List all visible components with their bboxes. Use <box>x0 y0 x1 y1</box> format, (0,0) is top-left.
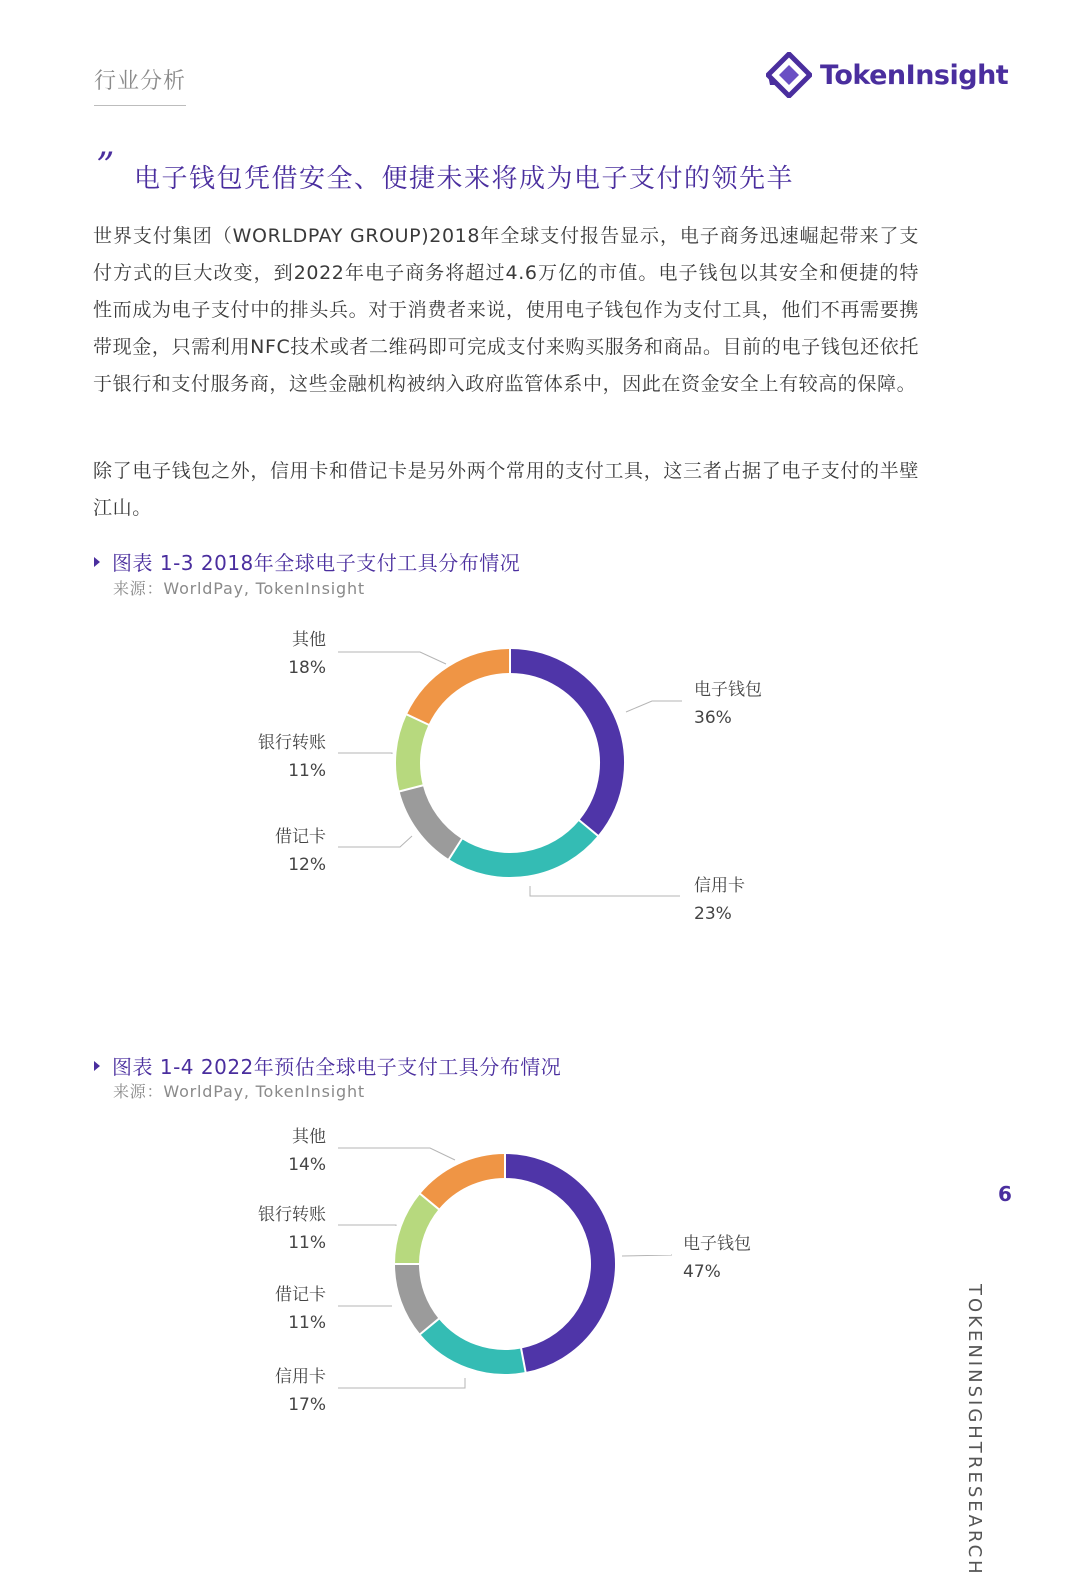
section-label: 行业分析 <box>94 64 186 106</box>
leader-line-e-wallet <box>626 701 682 712</box>
donut-slice-e-wallet <box>510 661 612 828</box>
tokeninsight-logo-icon <box>766 52 812 98</box>
donut-slice-bank-transfer <box>407 1202 429 1264</box>
donut-chart-2022 <box>0 1100 1080 1480</box>
triangle-bullet-icon <box>94 557 100 567</box>
leader-line-credit-card <box>530 886 680 896</box>
value-label-e-wallet: 47% <box>683 1262 721 1282</box>
value-label-debit-card: 11% <box>288 1313 326 1333</box>
leader-line-bank-transfer <box>338 1225 396 1226</box>
value-label-debit-card: 12% <box>288 855 326 875</box>
leader-line-bank-transfer <box>338 753 392 754</box>
category-label-debit-card: 借记卡 <box>275 827 326 847</box>
side-brand-line-2: RESEARCH <box>964 1455 985 1577</box>
value-label-bank-transfer: 11% <box>288 761 326 781</box>
category-label-other: 其他 <box>292 1127 326 1147</box>
page-number: 6 <box>998 1182 1012 1206</box>
quote-mark: ” <box>96 146 115 187</box>
figure-2-title <box>94 1051 561 1080</box>
value-label-other: 18% <box>288 658 326 678</box>
figure-1-title <box>94 547 520 576</box>
leader-line-other <box>338 652 446 664</box>
category-label-e-wallet: 电子钱包 <box>683 1234 751 1254</box>
brand-name: TokenInsight <box>820 59 1009 91</box>
category-label-e-wallet: 电子钱包 <box>694 680 762 700</box>
category-label-bank-transfer: 银行转账 <box>258 1205 326 1225</box>
donut-slice-debit-card <box>407 1264 429 1326</box>
leader-line-other <box>338 1148 455 1160</box>
category-label-debit-card: 借记卡 <box>275 1285 326 1305</box>
leader-line-credit-card <box>338 1378 465 1388</box>
leader-line-debit-card <box>338 836 412 847</box>
donut-slice-credit-card <box>429 1326 523 1362</box>
donut-slice-credit-card <box>455 828 588 865</box>
category-label-bank-transfer: 银行转账 <box>258 733 326 753</box>
brand-logo <box>766 52 1008 98</box>
donut-slice-other <box>418 661 510 720</box>
body-paragraph-2: 除了电子钱包之外，信用卡和借记卡是另外两个常用的支付工具，这三者占据了电子支付的半壁江山。 <box>93 460 919 519</box>
donut-slice-e-wallet <box>505 1166 603 1360</box>
body-paragraph-1: 世界支付集团（WORLDPAY GROUP)2018年全球支付报告显示，电子商务迅速崛起带来了支付方式的巨大改变，到2022年电子商务将超过4.6万亿的市值。电子钱包以其安全和便捷的特性而成为电子支付中的排头兵。对于消费者来说，使用电子钱包作为支付工具，他们不再需要携带现金，只需利用NFC技术或者二维码即可完成支付来购买服务和商品。目前的电子钱包还依托于银行和支付服务商，这些金融机构被纳入政府监管体系中，因此在资金安全上有较高的保障。 <box>93 225 919 395</box>
leader-line-e-wallet <box>622 1255 672 1256</box>
headline: 电子钱包凭借安全、便捷未来将成为电子支付的领先羊 <box>134 164 795 194</box>
donut-slice-bank-transfer <box>408 720 418 789</box>
figure-1-source: 来源：WorldPay, TokenInsight <box>113 579 365 598</box>
value-label-bank-transfer: 11% <box>288 1233 326 1253</box>
triangle-bullet-icon <box>94 1061 100 1071</box>
side-brand-line-1: TOKENINSIGHT <box>964 1284 985 1456</box>
category-label-other: 其他 <box>292 630 326 650</box>
figure-2-source: 来源：WorldPay, TokenInsight <box>113 1082 365 1101</box>
value-label-e-wallet: 36% <box>694 708 732 728</box>
category-label-credit-card: 信用卡 <box>275 1367 326 1387</box>
donut-slice-other <box>429 1166 505 1202</box>
donut-chart-2018 <box>0 600 1080 980</box>
figure-1-title-text: 图表 1-3 2018年全球电子支付工具分布情况 <box>112 551 521 575</box>
donut-slice-debit-card <box>411 788 455 849</box>
value-label-credit-card: 17% <box>288 1395 326 1415</box>
side-brand <box>960 1284 988 1577</box>
value-label-other: 14% <box>288 1155 326 1175</box>
category-label-credit-card: 信用卡 <box>694 876 745 896</box>
value-label-credit-card: 23% <box>694 904 732 924</box>
figure-2-title-text: 图表 1-4 2022年预估全球电子支付工具分布情况 <box>112 1055 562 1079</box>
